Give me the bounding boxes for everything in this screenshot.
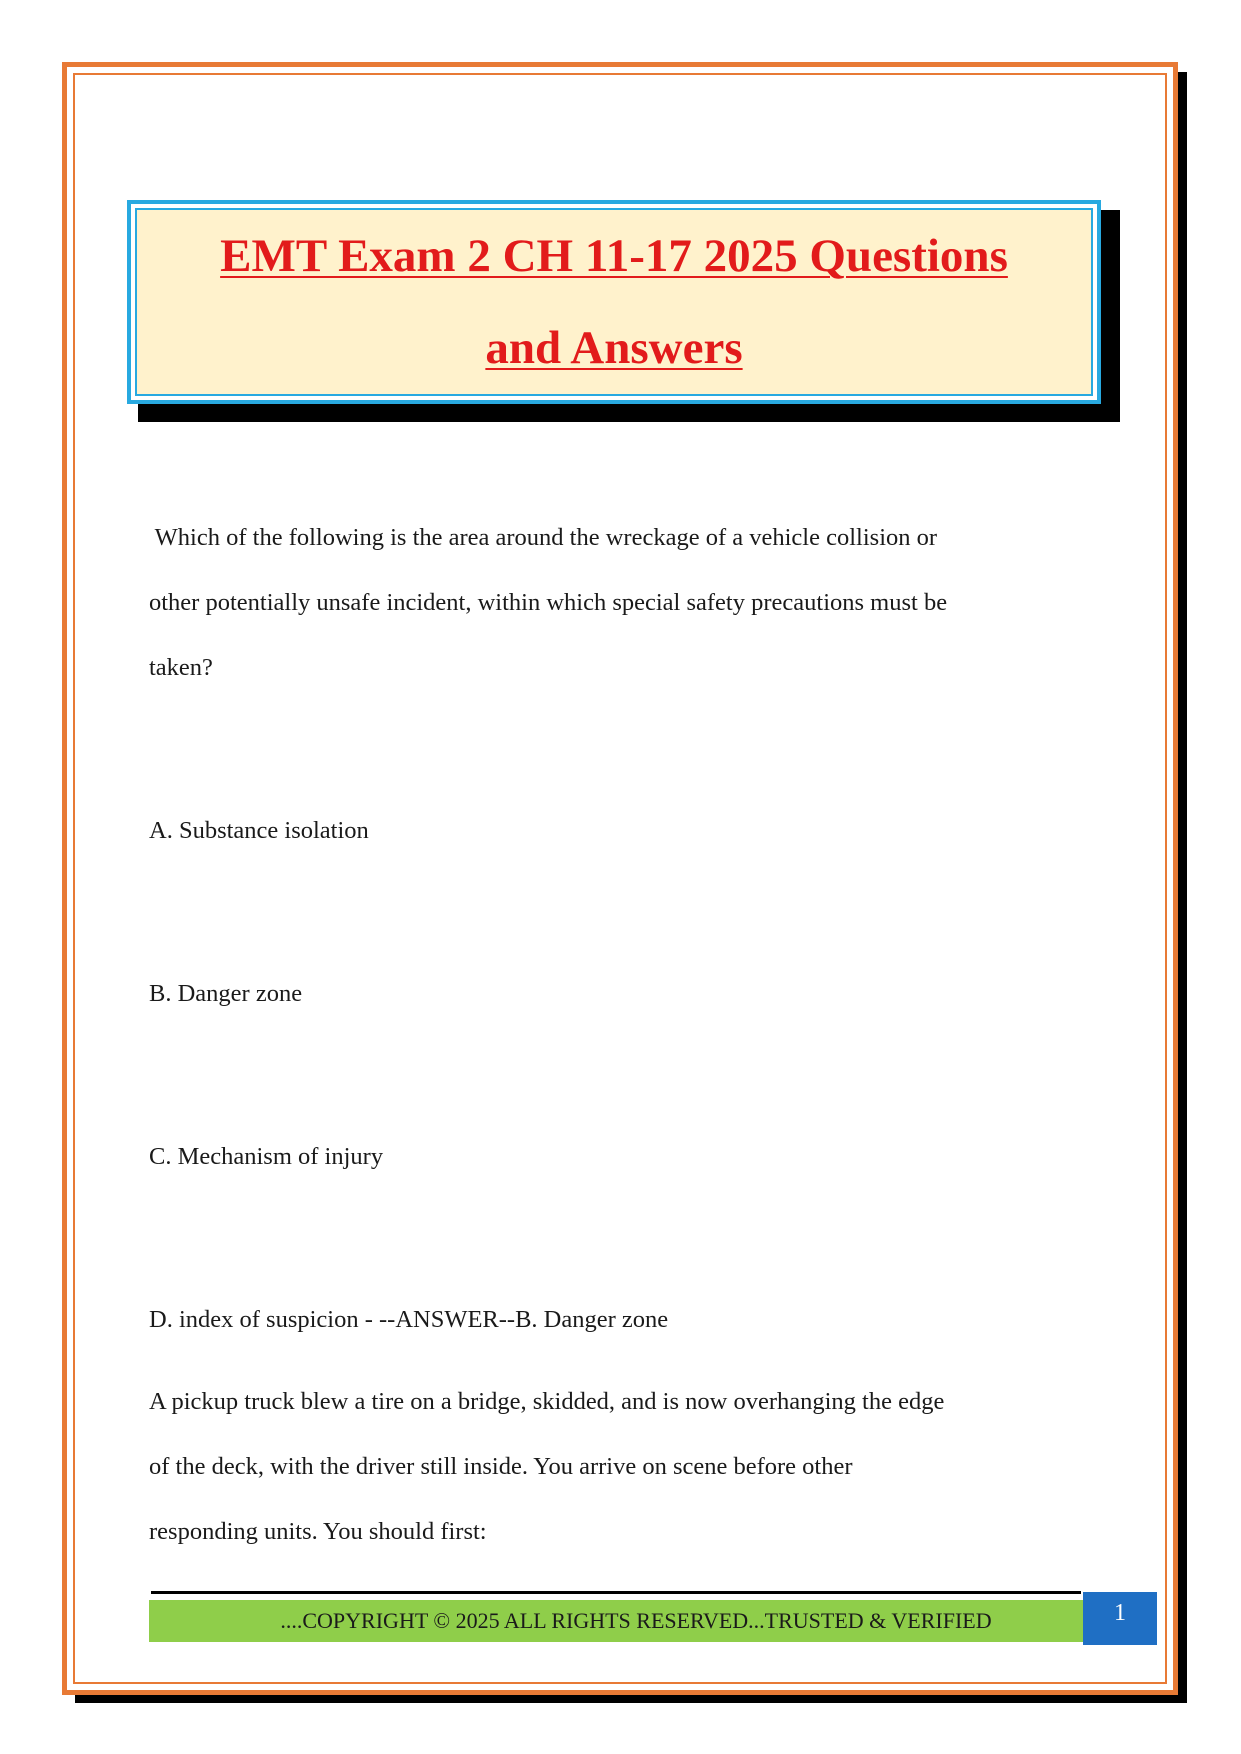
question-1-line-3: taken?	[149, 654, 213, 681]
footer-rule	[151, 1591, 1081, 1594]
page-number: 1	[1083, 1592, 1157, 1645]
title-box	[127, 200, 1101, 404]
document-title-line-2: and Answers	[485, 322, 743, 374]
document-body	[149, 505, 1089, 1564]
document-title-line-1: EMT Exam 2 CH 11-17 2025 Questions	[220, 230, 1008, 282]
question-1-option-a: A. Substance isolation	[149, 817, 369, 844]
question-1-option-d-answer: D. index of suspicion - --ANSWER--B. Danger zone	[149, 1306, 669, 1333]
footer-copyright-bar	[149, 1600, 1083, 1642]
title-box-inner	[135, 208, 1093, 396]
question-1-option-b: B. Danger zone	[149, 980, 303, 1007]
question-1-option-c: C. Mechanism of injury	[149, 1143, 384, 1170]
question-2-line-3: responding units. You should first:	[149, 1518, 487, 1545]
footer-copyright-text: ....COPYRIGHT © 2025 ALL RIGHTS RESERVED...TRUSTED & VERIFIED	[280, 1608, 992, 1633]
question-2-line-1: A pickup truck blew a tire on a bridge, skidded, and is now overhanging the edge	[149, 1388, 945, 1415]
question-1-line-2: other potentially unsafe incident, within which special safety precautions must be	[149, 589, 948, 616]
question-2-line-2: of the deck, with the driver still inside. You arrive on scene before other	[149, 1453, 853, 1480]
question-1-line-1: Which of the following is the area around the wreckage of a vehicle collision or	[149, 524, 938, 551]
